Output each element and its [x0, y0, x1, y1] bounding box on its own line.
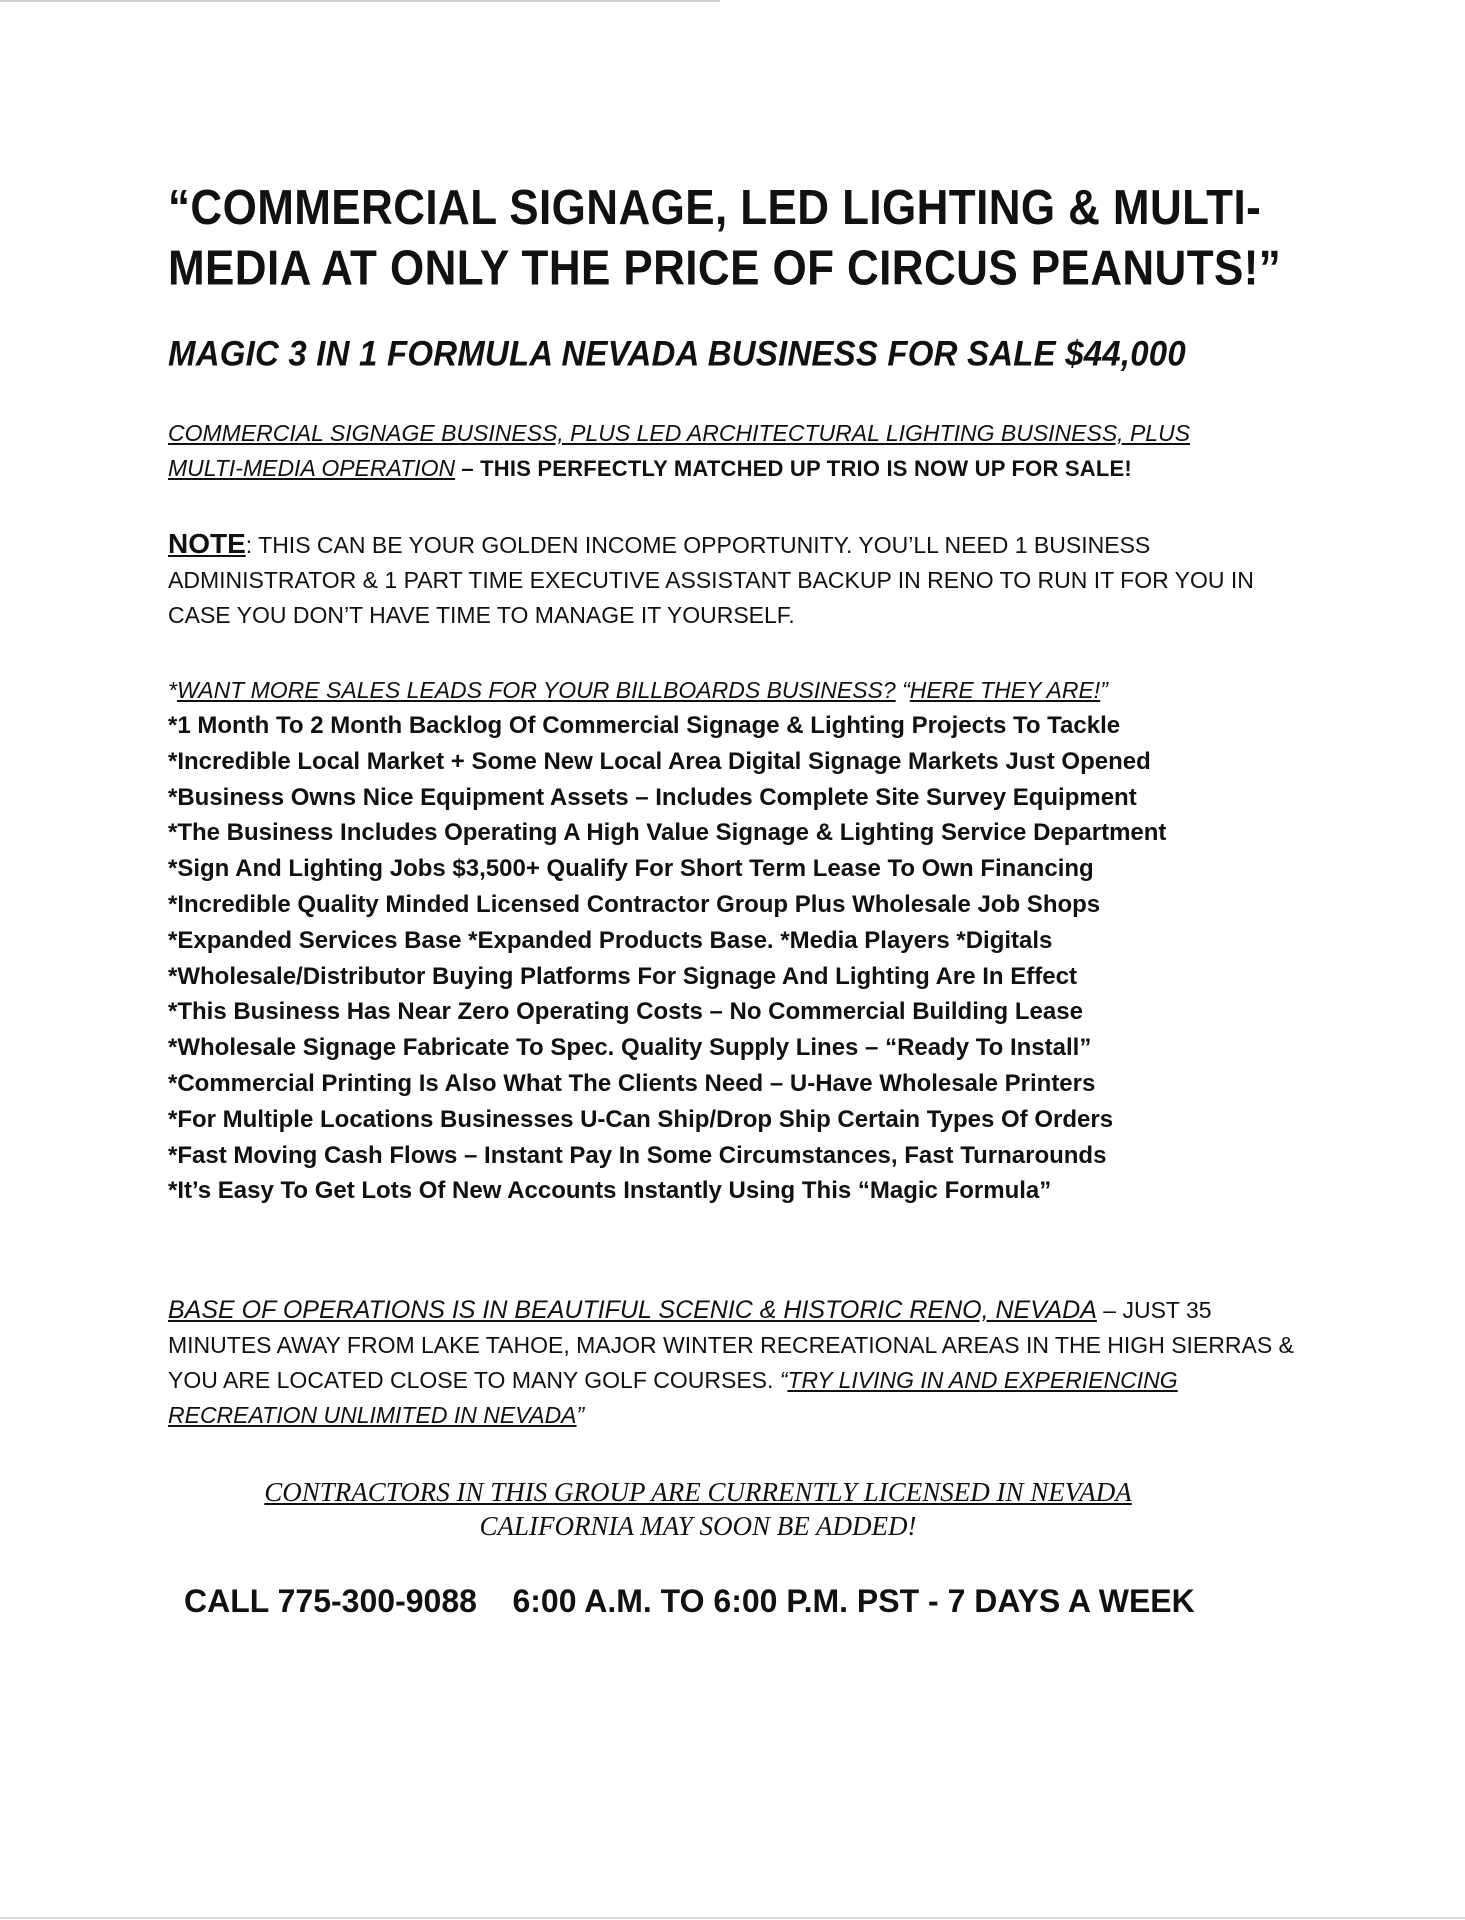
sales-leads-star: * [168, 677, 177, 703]
list-item: *This Business Has Near Zero Operating Costs – No Commercial Building Lease [168, 998, 1083, 1026]
recreation-quote: TRY LIVING IN AND EXPERIENCING RECREATION UNLIMITED IN NEVADA [168, 1367, 1178, 1429]
list-item: *Fast Moving Cash Flows – Instant Pay In Some Circumstances, Fast Turnarounds [168, 1141, 1107, 1169]
recreation-quote-open: “ [779, 1367, 788, 1394]
list-item: *Sign And Lighting Jobs $3,500+ Qualify For Short Term Lease To Own Financing [168, 855, 1094, 883]
headline-line-1: “COMMERCIAL SIGNAGE, LED LIGHTING & MULTI- [168, 180, 1262, 236]
sales-leads-close-quote: ” [1100, 677, 1108, 703]
intro-paragraph [168, 416, 1308, 486]
headline [168, 178, 1308, 299]
contractors-line-1: CONTRACTORS IN THIS GROUP ARE CURRENTLY LICENSED IN NEVADA [264, 1477, 1132, 1508]
call-phone: CALL 775-300-9088 [184, 1583, 477, 1620]
intro-line-2-underlined: MULTI-MEDIA OPERATION [168, 455, 456, 481]
intro-line-1: COMMERCIAL SIGNAGE BUSINESS, PLUS LED ARCHITECTURAL LIGHTING BUSINESS, PLUS [168, 420, 1191, 446]
list-item: *Incredible Quality Minded Licensed Contractor Group Plus Wholesale Job Shops [168, 890, 1101, 918]
scan-edge-top [0, 0, 720, 2]
list-item: *Wholesale Signage Fabricate To Spec. Quality Supply Lines – “Ready To Install” [168, 1034, 1092, 1062]
note-paragraph [168, 526, 1308, 633]
intro-line-2-rest: – THIS PERFECTLY MATCHED UP TRIO IS NOW UP FOR SALE! [455, 456, 1132, 481]
call-hours: 6:00 A.M. TO 6:00 P.M. PST - 7 DAYS A WEEK [512, 1583, 1195, 1620]
subheadline: MAGIC 3 IN 1 FORMULA NEVADA BUSINESS FOR SALE $44,000 [168, 333, 1186, 374]
list-item: *For Multiple Locations Businesses U-Can Ship/Drop Ship Certain Types Of Orders [168, 1105, 1114, 1133]
base-of-operations-text: – JUST 35 MINUTES AWAY FROM LAKE TAHOE, MAJOR WINTER RECREATIONAL AREAS IN THE HIGH SIERRAS & YOU ARE LOCATED CLOSE TO MANY GOLF COURSES. [168, 1297, 1294, 1394]
sales-leads-open-quote: “ [895, 677, 910, 703]
base-of-operations-lead: BASE OF OPERATIONS IS IN BEAUTIFUL SCENIC & HISTORIC RENO, NEVADA [168, 1296, 1097, 1325]
note-text: : THIS CAN BE YOUR GOLDEN INCOME OPPORTUNITY. YOU’LL NEED 1 BUSINESS ADMINISTRATOR & 1 PART TIME EXECUTIVE ASSISTANT BACKUP IN RENO TO RUN IT FOR YOU IN CASE YOU DON’T HAVE TIME TO MANAGE IT YOURSELF. [168, 532, 1254, 628]
sales-leads-answer: HERE THEY ARE! [909, 677, 1101, 703]
call-line [168, 1581, 1308, 1621]
list-item: *1 Month To 2 Month Backlog Of Commercial Signage & Lighting Projects To Tackle [168, 712, 1121, 739]
note-label: NOTE [168, 528, 246, 559]
sales-leads-question: WANT MORE SALES LEADS FOR YOUR BILLBOARDS BUSINESS? [176, 677, 896, 703]
contractors-line-2: CALIFORNIA MAY SOON BE ADDED! [479, 1511, 917, 1542]
scan-edge-bottom [0, 1917, 1465, 1919]
list-item: *Wholesale/Distributor Buying Platforms For Signage And Lighting Are In Effect [168, 962, 1077, 990]
list-item: *It’s Easy To Get Lots Of New Accounts Instantly Using This “Magic Formula” [168, 1177, 1052, 1205]
list-item: *The Business Includes Operating A High Value Signage & Lighting Service Department [168, 819, 1167, 847]
list-item: *Incredible Local Market + Some New Local Area Digital Signage Markets Just Opened [168, 747, 1151, 775]
list-item: *Commercial Printing Is Also What The Clients Need – U-Have Wholesale Printers [168, 1069, 1096, 1097]
flyer-content [168, 178, 1308, 1621]
sales-leads-heading [168, 673, 1308, 708]
list-item: *Business Owns Nice Equipment Assets – Includes Complete Site Survey Equipment [168, 783, 1137, 811]
list-item: *Expanded Services Base *Expanded Products Base. *Media Players *Digitals [168, 926, 1053, 954]
headline-line-2: MEDIA AT ONLY THE PRICE OF CIRCUS PEANUTS!” [168, 240, 1282, 296]
contractors-notice [168, 1475, 1228, 1543]
recreation-quote-close: ” [576, 1402, 585, 1429]
sales-leads-section [168, 673, 1308, 1209]
base-of-operations-paragraph [168, 1293, 1308, 1433]
